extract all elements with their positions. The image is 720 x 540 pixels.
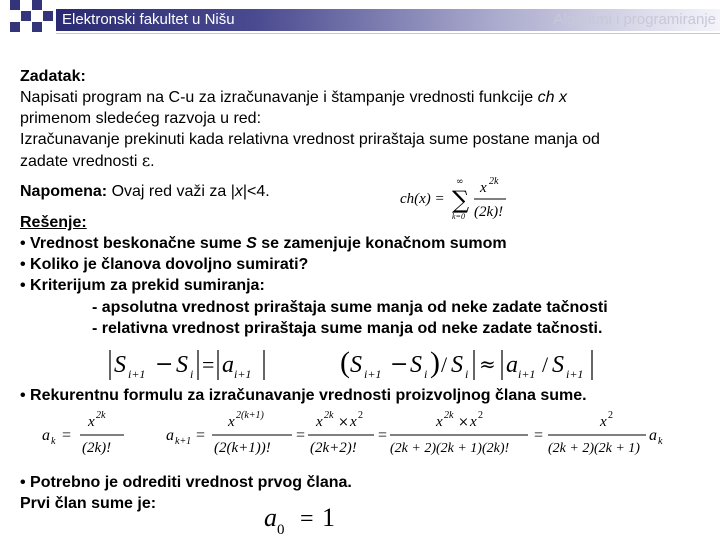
- solution-bullet-1: [20, 233, 507, 254]
- solution-bullet-4: • Rekurentnu formulu za izračunavanje vrednosti proizvoljnog člana sume.: [20, 387, 587, 404]
- abs-s-a: S: [114, 352, 126, 378]
- rec-times-4: ×: [458, 415, 469, 430]
- rec-den-1: (2k)!: [82, 440, 112, 456]
- formula-abs-criterion: [104, 344, 274, 384]
- rel-approx: ≈: [479, 352, 496, 376]
- formula-ch-series: [396, 172, 526, 222]
- rec-num-two-4: 2: [478, 410, 483, 421]
- rel-slash: /: [441, 352, 448, 377]
- rec-eq-4: =: [378, 427, 388, 444]
- header-decor-square: [32, 0, 42, 10]
- task-line-1-text: Napisati program na C-u za izračunavanje i štampanje vrednosti funkcije: [20, 89, 538, 106]
- rec-num-x-2: x: [228, 414, 235, 430]
- rec-eq-1: =: [62, 427, 72, 444]
- task-line-2: primenom sledećeg razvoja u red:: [20, 110, 262, 127]
- header-right-title: Algoritmi i programiranje: [553, 11, 716, 28]
- rec-ak-end: a: [649, 427, 657, 444]
- rel-a-sub: i+1: [518, 367, 536, 381]
- slide-header: [0, 0, 720, 34]
- solution-bullet-1-a: • Vrednost beskonačne sume: [20, 235, 247, 252]
- rec-times-3: ×: [338, 415, 349, 430]
- solution-bullet-1-var: S: [246, 235, 257, 252]
- rel-s-2: S: [552, 352, 564, 378]
- task-line-3: Izračunavanje prekinuti kada relativna vrednost priraštaja sume postane manja od: [20, 131, 600, 148]
- header-decor-square: [32, 22, 42, 32]
- rec-ak-end-sub: k: [658, 436, 663, 447]
- rec-num-exp-1: 2k: [96, 410, 106, 421]
- first-a: a: [264, 503, 277, 532]
- rel-s: S: [451, 352, 463, 378]
- rec-num-x-5: x: [600, 414, 607, 430]
- header-decor-square: [43, 11, 53, 21]
- rel-s-a: S: [350, 352, 362, 378]
- task-line-4-end: .: [150, 153, 155, 170]
- formula-rel-criterion: [338, 340, 598, 386]
- rel-s-a-sub: i+1: [364, 367, 382, 381]
- rec-num-exp-2: 2(k+1): [236, 410, 264, 421]
- formula-recurrence: [40, 404, 670, 464]
- header-decor-square: [10, 22, 20, 32]
- solution-bullet-1-b: se zamenjuje konačnom sumom: [256, 235, 507, 252]
- solution-bullet-2: • Koliko je članova dovoljno sumirati?: [20, 256, 309, 273]
- rec-ak: a: [42, 427, 50, 444]
- rel-s-2-sub: i+1: [566, 367, 584, 381]
- header-decor-square: [21, 11, 31, 21]
- rel-minus: −: [390, 352, 409, 377]
- note-var: x: [234, 183, 243, 200]
- rec-den-3: (2k+2)!: [310, 440, 357, 456]
- rel-s-sub: i: [465, 367, 469, 381]
- first-eq: =: [300, 506, 314, 532]
- first-val: 1: [322, 503, 335, 532]
- rec-eq-3: =: [296, 427, 306, 444]
- header-left-title: Elektronski fakultet u Nišu: [62, 11, 235, 28]
- rel-paren-open: (: [340, 346, 350, 379]
- rec-eq-5: =: [534, 427, 544, 444]
- solution-bullet-3: • Kriterijum za prekid sumiranja:: [20, 277, 265, 294]
- formula-ch-lhs: ch(x) =: [400, 191, 445, 207]
- rec-num-two-3: 2: [358, 410, 363, 421]
- first-a-sub: 0: [277, 522, 285, 538]
- abs-s-b-sub: i: [190, 367, 194, 381]
- rel-s-b-sub: i: [424, 367, 428, 381]
- rec-num-x-3: x: [316, 414, 323, 430]
- first-term-label: Prvi član sume je:: [20, 495, 157, 512]
- rec-num-exp-3: 2k: [324, 410, 334, 421]
- solution-bullet-5: • Potrebno je odrediti vrednost prvog člana.: [20, 474, 352, 491]
- task-heading: Zadatak:: [20, 68, 86, 85]
- abs-minus: −: [155, 352, 174, 377]
- task-line-4: [20, 150, 155, 172]
- rec-num-exp-4: 2k: [444, 410, 454, 421]
- rec-eq-2: =: [196, 427, 206, 444]
- abs-a: a: [222, 352, 234, 378]
- rec-den-4: (2k + 2)(2k + 1)(2k)!: [390, 441, 510, 456]
- task-line-4-text: zadate vrednosti: [20, 153, 142, 170]
- abs-a-sub: i+1: [234, 367, 252, 381]
- rec-num-x2-3: x: [350, 414, 357, 430]
- rec-den-2: (2(k+1))!: [214, 440, 271, 456]
- rec-num-two-5: 2: [608, 410, 613, 421]
- note-text-b: |<4.: [242, 183, 270, 200]
- note-text-a: Ovaj red važi za |: [107, 183, 235, 200]
- rec-ak1: a: [166, 427, 174, 444]
- header-decor-square: [10, 0, 20, 10]
- formula-sum-top: ∞: [456, 177, 464, 187]
- rel-s-b: S: [410, 352, 422, 378]
- note-label: Napomena:: [20, 183, 108, 200]
- formula-sum-symbol: ∑: [452, 186, 470, 214]
- rec-num-x-4: x: [436, 414, 443, 430]
- rec-num-x2-4: x: [470, 414, 477, 430]
- rec-den-5: (2k + 2)(2k + 1): [548, 441, 640, 456]
- formula-first-term: [262, 498, 352, 538]
- solution-sub-1: - apsolutna vrednost priraštaja sume manja od neke zadate tačnosti: [92, 299, 608, 316]
- solution-sub-2: - relativna vrednost priraštaja sume manja od neke zadate tačnosti.: [92, 320, 603, 337]
- solution-heading: Rešenje:: [20, 214, 87, 231]
- epsilon-symbol: ε: [141, 151, 151, 170]
- note-line: [20, 181, 270, 202]
- rel-paren-close: ): [430, 346, 440, 379]
- formula-sum-bottom: k=0: [452, 212, 465, 221]
- formula-series-num-exp: 2k: [489, 176, 499, 187]
- rel-a: a: [506, 352, 518, 378]
- header-divider: [56, 33, 720, 34]
- rec-num-x-1: x: [88, 414, 95, 430]
- rel-slash-2: /: [542, 352, 549, 377]
- task-line-1: [20, 87, 567, 108]
- rec-ak-sub: k: [51, 436, 56, 447]
- abs-s-a-sub: i+1: [128, 367, 146, 381]
- task-func-name: ch x: [537, 89, 567, 106]
- formula-series-num: x: [480, 180, 487, 196]
- abs-eq: =: [202, 352, 215, 377]
- rec-ak1-sub: k+1: [175, 436, 192, 447]
- abs-s-b: S: [176, 352, 188, 378]
- formula-series-den: (2k)!: [474, 204, 504, 220]
